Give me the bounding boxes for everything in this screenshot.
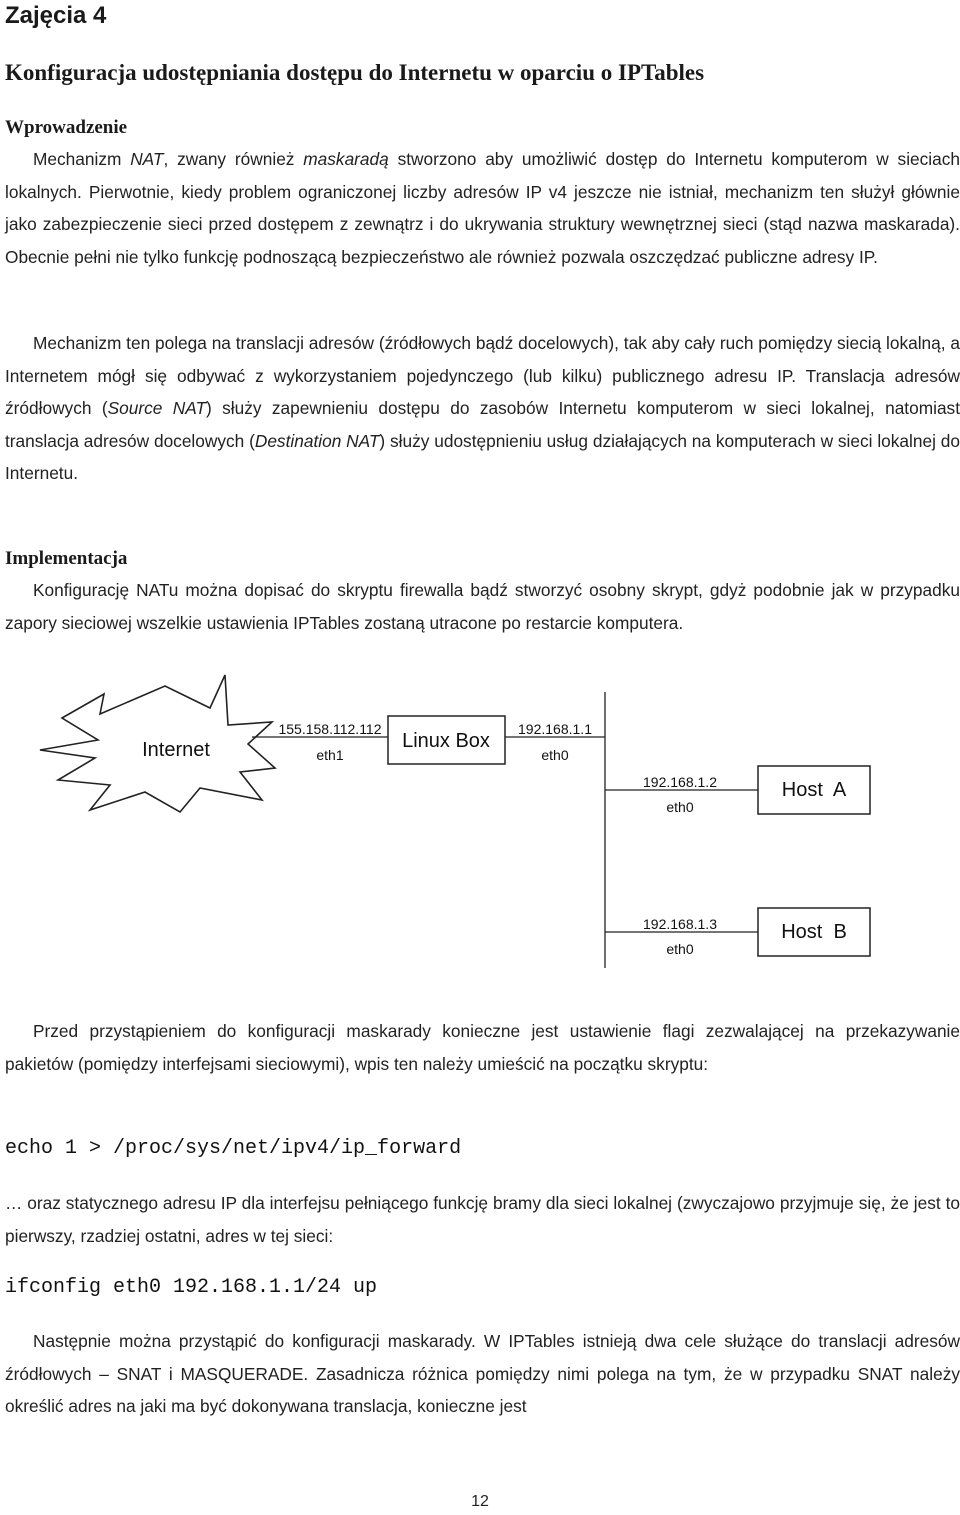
forwarding-paragraph: Przed przystąpieniem do konfiguracji maskarady konieczne jest ustawienie flagi zezwalającej na przekazywanie pakietów (pomiędzy interfejsami sieciowymi), wpis ten należy umieścić na początku skryptu: xyxy=(5,1021,960,1074)
host-b-label: Host B xyxy=(781,921,847,943)
intro-paragraph-2: Mechanizm ten polega na translacji adresów (źródłowych bądź docelowych), tak aby cały ruch pomiędzy siecią lokalną, a Internetem mógł się odbywać z wykorzystaniem pojedynczego (lub kilku) publicznego adresu IP. Translacja adresów źródłowych (Source NAT) służy zapewnieniu dostępu do zasobów Internetu komputerom w sieci lokalnej, natomiast translacja adresów docelowych (Destination NAT) służy udostępnieniu usług działających na komputerach w sieci lokalnej do Internetu. xyxy=(5,333,960,483)
lan-ip-label: 192.168.1.1 xyxy=(518,721,592,737)
lan-interface-label: eth0 xyxy=(541,747,569,763)
wan-ip-label: 155.158.112.112 xyxy=(278,721,382,737)
internet-label: Internet xyxy=(142,739,210,761)
host-a-interface-label: eth0 xyxy=(666,799,694,815)
code-ifconfig: ifconfig eth0 192.168.1.1/24 up xyxy=(5,1276,378,1299)
intro-heading: Wprowadzenie xyxy=(5,117,128,138)
host-b-interface-label: eth0 xyxy=(666,941,694,957)
implementation-paragraph: Konfigurację NATu można dopisać do skryptu firewalla bądź stworzyć osobny skrypt, gdyż podobnie jak w przypadku zapory sieciowej wszelkie ustawienia IPTables zostaną utracone po restarcie komputera. xyxy=(5,580,960,633)
linux-box-label: Linux Box xyxy=(402,730,490,752)
implementation-heading: Implementacja xyxy=(5,548,128,569)
intro-paragraph-1: Mechanizm NAT, zwany również maskaradą stworzono aby umożliwić dostęp do Internetu komputerom w sieciach lokalnych. Pierwotnie, kiedy problem ograniczonej liczby adresów IP v4 jeszcze nie istniał, mechanizm ten służył głównie jako zabezpieczenie sieci przed dostępem z zewnątrz i do ukrywania struktury wewnętrznej sieci (stąd nazwa maskarada). Obecnie pełni nie tylko funkcję podnoszącą bezpieczeństwo ale również pozwala oszczędzać publiczne adresy IP. xyxy=(5,149,960,267)
network-diagram xyxy=(0,670,960,980)
page-title: Zajęcia 4 xyxy=(5,2,107,29)
masquerade-paragraph: Następnie można przystąpić do konfiguracji maskarady. W IPTables istnieją dwa cele służące do translacji adresów źródłowych – SNAT i MASQUERADE. Zasadnicza różnica pomiędzy nimi polega na tym, że w przypadku SNAT należy określić adres na jaki ma być dokonywana translacja, konieczne jest xyxy=(5,1331,960,1416)
page-number: 12 xyxy=(471,1493,489,1510)
host-a-label: Host A xyxy=(781,779,847,801)
page-subtitle: Konfiguracja udostępniania dostępu do Internetu w oparciu o IPTables xyxy=(5,60,705,85)
host-b-ip-label: 192.168.1.3 xyxy=(643,916,717,932)
host-a-ip-label: 192.168.1.2 xyxy=(643,774,717,790)
wan-interface-label: eth1 xyxy=(316,747,344,763)
static-ip-paragraph: … oraz statycznego adresu IP dla interfejsu pełniącego funkcję bramy dla sieci lokalnej (zwyczajowo przyjmuje się, że jest to pierwszy, rzadziej ostatni, adres w tej sieci: xyxy=(5,1193,960,1246)
code-ip-forward: echo 1 > /proc/sys/net/ipv4/ip_forward xyxy=(5,1137,462,1160)
